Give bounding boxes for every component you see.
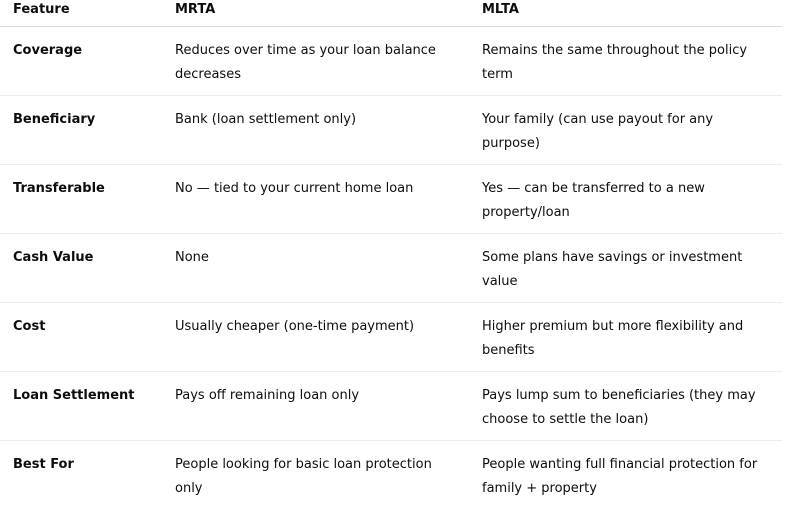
row-mrta-cell: No — tied to your current home loan — [162, 165, 469, 234]
table-row — [0, 441, 782, 510]
table-body — [0, 27, 782, 510]
header-mlta: MLTA — [469, 0, 782, 27]
row-feature-cell: Coverage — [0, 27, 162, 96]
row-mlta-cell: People wanting full financial protection for family + property — [482, 457, 758, 496]
row-feature-cell: Cost — [0, 303, 162, 372]
table-row — [0, 234, 782, 303]
header-feature: Feature — [0, 0, 162, 27]
row-mrta-cell: Reduces over time as your loan balance decreases — [162, 27, 469, 96]
header-mrta: MRTA — [162, 0, 469, 27]
row-feature-cell: Beneficiary — [0, 96, 162, 165]
row-feature-cell: Cash Value — [0, 234, 162, 303]
row-mlta-cell: Pays lump sum to beneficiaries (they may choose to settle the loan) — [469, 372, 782, 441]
row-mlta-cell: Yes — can be transferred to a new property/loan — [469, 165, 782, 234]
table-row — [0, 96, 782, 165]
row-feature-cell: Best For — [13, 457, 74, 472]
table-row — [0, 303, 782, 372]
row-mrta-cell: None — [162, 234, 469, 303]
header-row — [0, 0, 782, 27]
table-header — [0, 0, 782, 27]
table-row — [0, 27, 782, 96]
row-mrta-cell: Usually cheaper (one-time payment) — [162, 303, 469, 372]
table-row — [0, 165, 782, 234]
row-feature-cell: Loan Settlement — [0, 372, 162, 441]
row-mlta-cell: Higher premium but more flexibility and benefits — [469, 303, 782, 372]
row-mrta-cell: Bank (loan settlement only) — [162, 96, 469, 165]
row-mrta-cell: Pays off remaining loan only — [162, 372, 469, 441]
row-mlta-cell: Remains the same throughout the policy term — [469, 27, 782, 96]
table-row — [0, 372, 782, 441]
row-mlta-cell: Some plans have savings or investment value — [469, 234, 782, 303]
row-mrta-cell: People looking for basic loan protection only — [175, 457, 432, 496]
row-feature-cell: Transferable — [0, 165, 162, 234]
row-mlta-cell: Your family (can use payout for any purpose) — [469, 96, 782, 165]
